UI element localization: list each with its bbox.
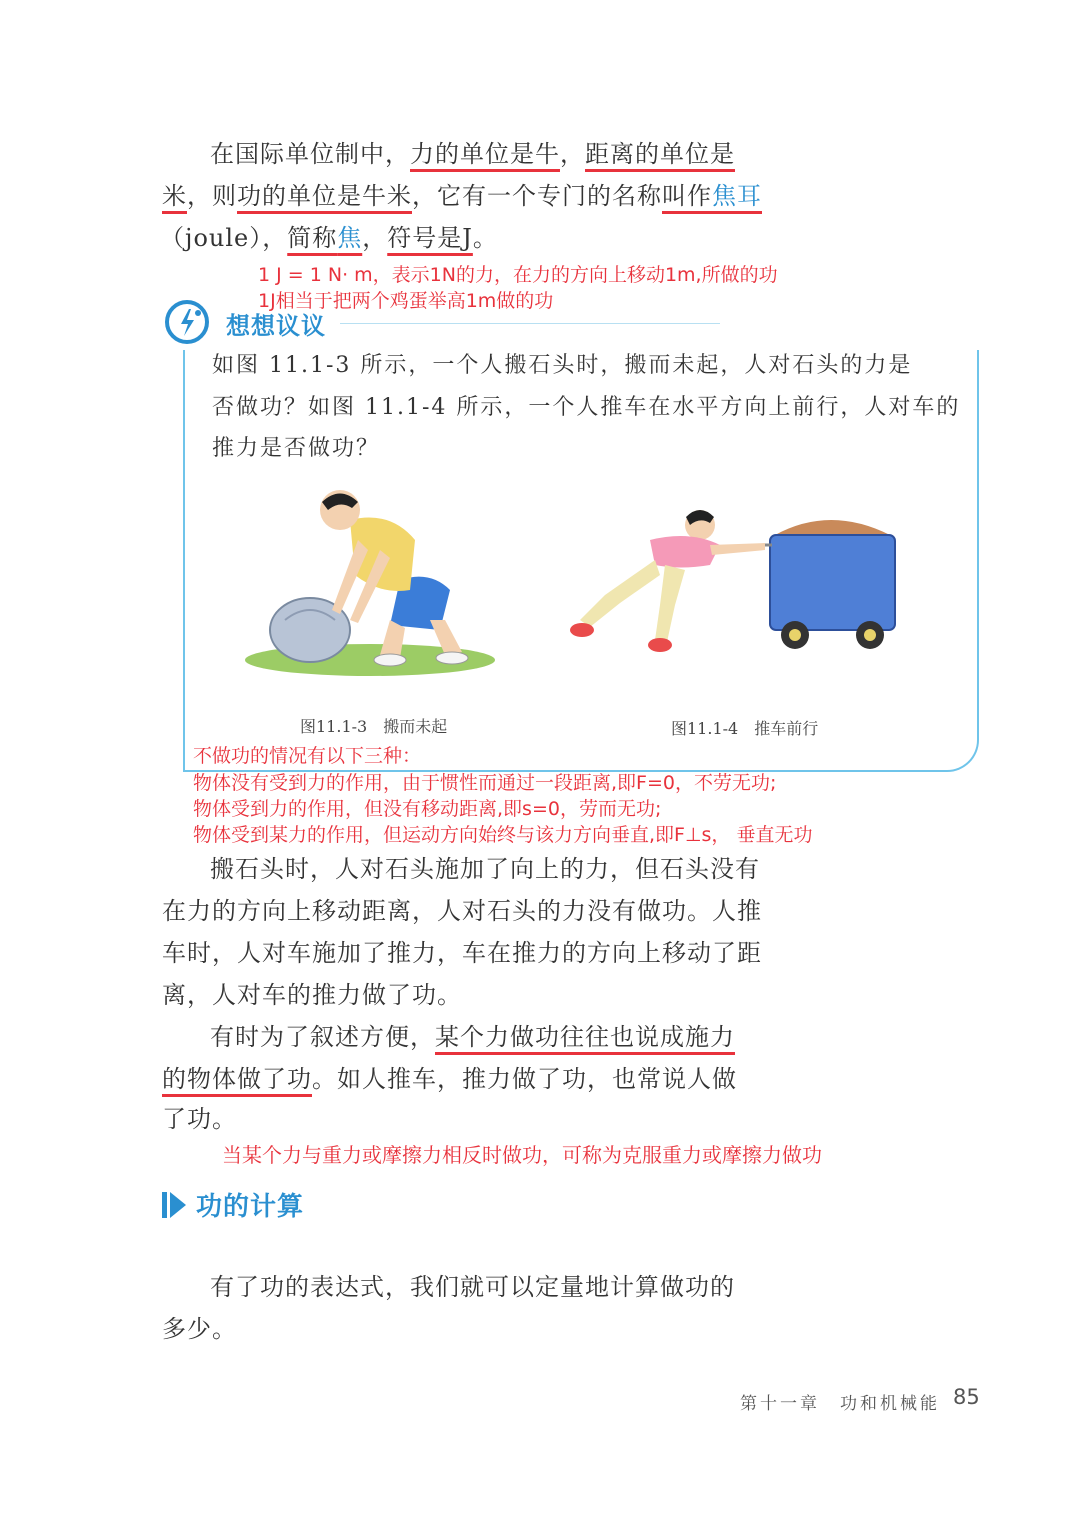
figure-caption-1: 图11.1-3 搬而未起 [300,717,448,736]
section-title: 功的计算 [196,1192,305,1222]
think-para-line-1: 如图 11.1-3 所示，一个人搬石头时，搬而未起，人对石头的力是 [212,353,913,378]
explain-line-3: 车时，人对车施加了推力，车在推力的方向上移动了距 [162,939,762,967]
unit-note-2: 1J相当于把两个鸡蛋举高1m做的功 [258,290,554,312]
think-title: 想想议议 [226,312,326,340]
underlined-text: 叫作 [662,182,712,210]
text-span: ， [362,224,388,252]
convention-line-1 [210,1016,735,1058]
lightbulb-icon [163,298,211,346]
section-marker-icon [162,1192,186,1218]
intro-line-3 [160,217,498,259]
chapter-footer: 第十一章 功和机械能 [740,1394,940,1414]
think-para-line-2: 否做功？如图 11.1-4 所示，一个人推车在水平方向上前行，人对车的 [212,395,961,420]
case-item-3: 物体受到某力的作用，但运动方向始终与该力方向垂直,即F⊥s， 垂直无功 [193,824,813,846]
cases-title: 不做功的情况有以下三种： [193,745,422,767]
convention-line-2 [162,1058,737,1100]
text-span: 在国际单位制中， [210,140,410,168]
page-number: 85 [953,1385,980,1409]
text-span: ，则 [187,182,237,210]
underlined-text: 的物体做了功 [162,1065,312,1093]
figure-caption-2: 图11.1-4 推车前行 [671,719,819,738]
case-item-2: 物体受到力的作用，但没有移动距离,即s=0，劳而无功; [193,798,662,820]
calc-line-1: 有了功的表达式，我们就可以定量地计算做功的 [210,1273,735,1301]
explain-line-2: 在力的方向上移动距离，人对石头的力没有做功。人推 [162,897,762,925]
figure-pushing-cart [560,505,900,665]
think-para-line-3: 推力是否做功？ [212,436,381,461]
case-item-1: 物体没有受到力的作用，由于惯性而通过一段距离,即F=0，不劳无功; [193,772,777,794]
text-span: （joule）， [160,224,288,252]
text-span: ，它有一个专门的名称 [412,182,662,210]
calc-line-2: 多少。 [162,1315,237,1343]
unit-note-1: 1 J = 1 N· m，表示1N的力，在力的方向上移动1m,所做的功 [258,264,778,286]
text-span: 。如人推车，推力做了功，也常说人做 [312,1065,737,1093]
text-span: 有时为了叙述方便， [210,1023,435,1051]
underlined-text: 符号是J [387,224,473,252]
underlined-text: 简称 [287,224,338,252]
underlined-text: 力的单位是牛 [410,140,560,168]
underlined-text: 功的单位是牛米 [237,182,412,210]
section-divider [340,323,720,324]
explain-line-1: 搬石头时，人对石头施加了向上的力，但石头没有 [210,855,760,883]
intro-line-1 [210,133,735,175]
explain-line-4: 离，人对车的推力做了功。 [162,981,462,1009]
underlined-text: 米 [162,182,187,210]
term-joule: 焦耳 [712,182,762,210]
text-span: 。 [472,224,498,252]
intro-line-2 [162,175,762,217]
underlined-text: 某个力做功往往也说成施力 [435,1023,735,1051]
underlined-text: 距离的单位是 [585,140,735,168]
text-span: ， [560,140,585,168]
convention-line-3: 了功。 [162,1105,237,1133]
figure-lifting-stone [240,480,500,680]
overcome-note: 当某个力与重力或摩擦力相反时做功，可称为克服重力或摩擦力做功 [222,1143,822,1167]
term-jiao: 焦 [337,224,363,252]
